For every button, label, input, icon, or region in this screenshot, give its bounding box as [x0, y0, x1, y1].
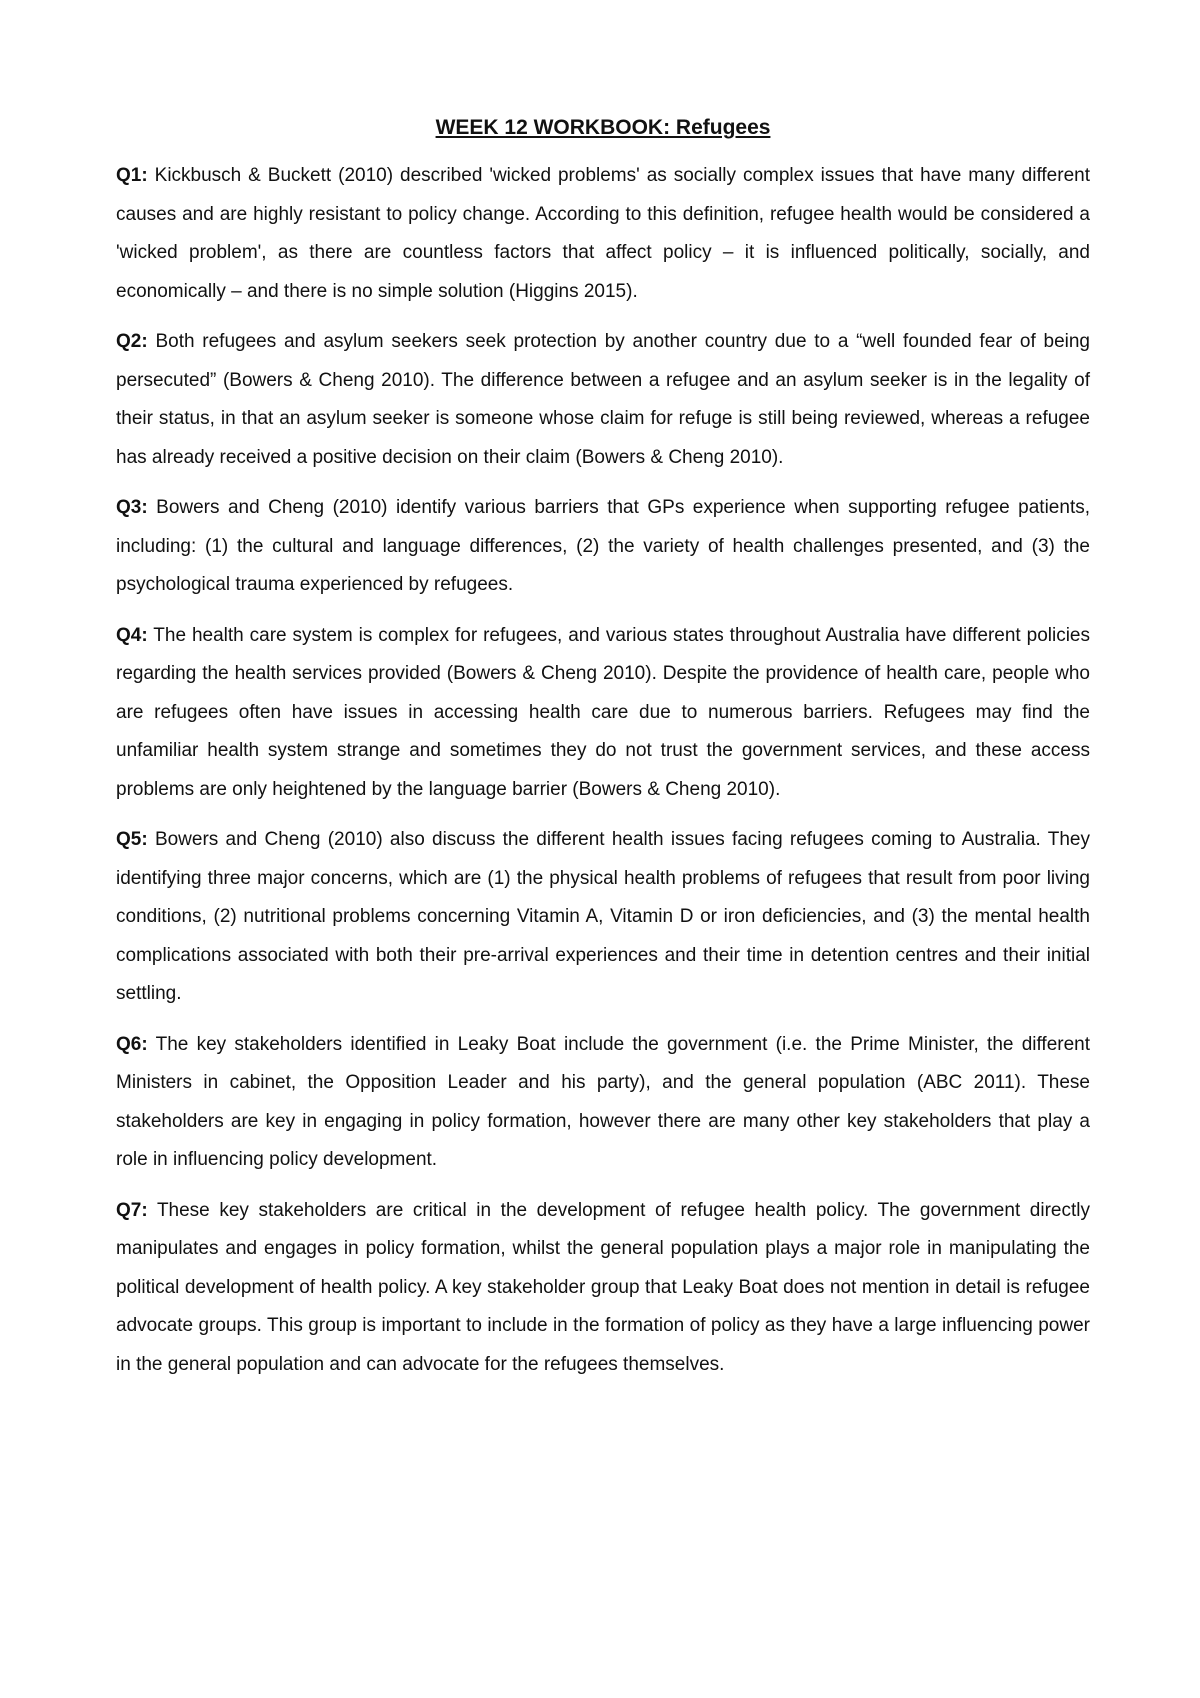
- answer-q6: [116, 1026, 1090, 1180]
- question-label: Q2:: [116, 331, 148, 352]
- question-label: Q7:: [116, 1199, 148, 1221]
- answer-q5: [116, 821, 1090, 1014]
- answer-q3: [116, 489, 1090, 605]
- answer-text: Kickbusch & Buckett (2010) described 'wicked problems' as socially complex issues that have many different causes and are highly resistant to policy change. According to this definition, refugee health would be considered a 'wicked problem', as there are countless factors that affect policy – it is influenced politically, socially, and economically – and there is no simple solution (Higgins 2015).: [116, 165, 1090, 302]
- answer-q7: [116, 1192, 1090, 1385]
- answer-q4: [116, 617, 1090, 810]
- answer-text: Bowers and Cheng (2010) also discuss the different health issues facing refugees coming to Australia. They identifying three major concerns, which are (1) the physical health problems of refugees that result from poor living conditions, (2) nutritional problems concerning Vitamin A, Vitamin D or iron deficiencies, and (3) the mental health complications associated with both their pre-arrival experiences and their time in detention centres and their initial settling.: [116, 829, 1090, 1004]
- answer-text: These key stakeholders are critical in the development of refugee health policy. The government directly manipulates and engages in policy formation, whilst the general population plays a major role in manipulating the political development of health policy. A key stakeholder group that Leaky Boat does not mention in detail is refugee advocate groups. This group is important to include in the formation of policy as they have a large influencing power in the general population and can advocate for the refugees themselves.: [116, 1199, 1090, 1375]
- answer-text: Bowers and Cheng (2010) identify various barriers that GPs experience when supporting refugee patients, including: (1) the cultural and language differences, (2) the variety of health challenges presented, and (3) the psychological trauma experienced by refugees.: [116, 497, 1091, 595]
- answer-text: The health care system is complex for refugees, and various states throughout Australia have different policies regarding the health services provided (Bowers & Cheng 2010). Despite the providence of health care, people who are refugees often have issues in accessing health care due to numerous barriers. Refugees may find the unfamiliar health system strange and sometimes they do not trust the government services, and these access problems are only heightened by the language barrier (Bowers & Cheng 2010).: [116, 624, 1090, 800]
- document-body: [116, 113, 1090, 1396]
- answer-q2: [116, 323, 1090, 477]
- answer-q1: [116, 157, 1090, 311]
- question-label: Q3:: [116, 497, 148, 518]
- answer-text: The key stakeholders identified in Leaky Boat include the government (i.e. the Prime Minister, the different Ministers in cabinet, the Opposition Leader and his party), and the general population (ABC 2011). These stakeholders are key in engaging in policy formation, however there are many other key stakeholders that play a role in influencing policy development.: [116, 1033, 1091, 1170]
- document-title: WEEK 12 WORKBOOK: Refugees: [435, 116, 771, 139]
- question-label: Q6:: [116, 1033, 148, 1055]
- question-label: Q1:: [116, 165, 148, 186]
- answer-text: Both refugees and asylum seekers seek protection by another country due to a “well founded fear of being persecuted” (Bowers & Cheng 2010). The difference between a refugee and an asylum seeker is in the legality of their status, in that an asylum seeker is someone whose claim for refuge is still being reviewed, whereas a refugee has already received a positive decision on their claim (Bowers & Cheng 2010).: [116, 331, 1091, 468]
- question-label: Q4:: [116, 624, 148, 646]
- question-label: Q5:: [116, 829, 148, 850]
